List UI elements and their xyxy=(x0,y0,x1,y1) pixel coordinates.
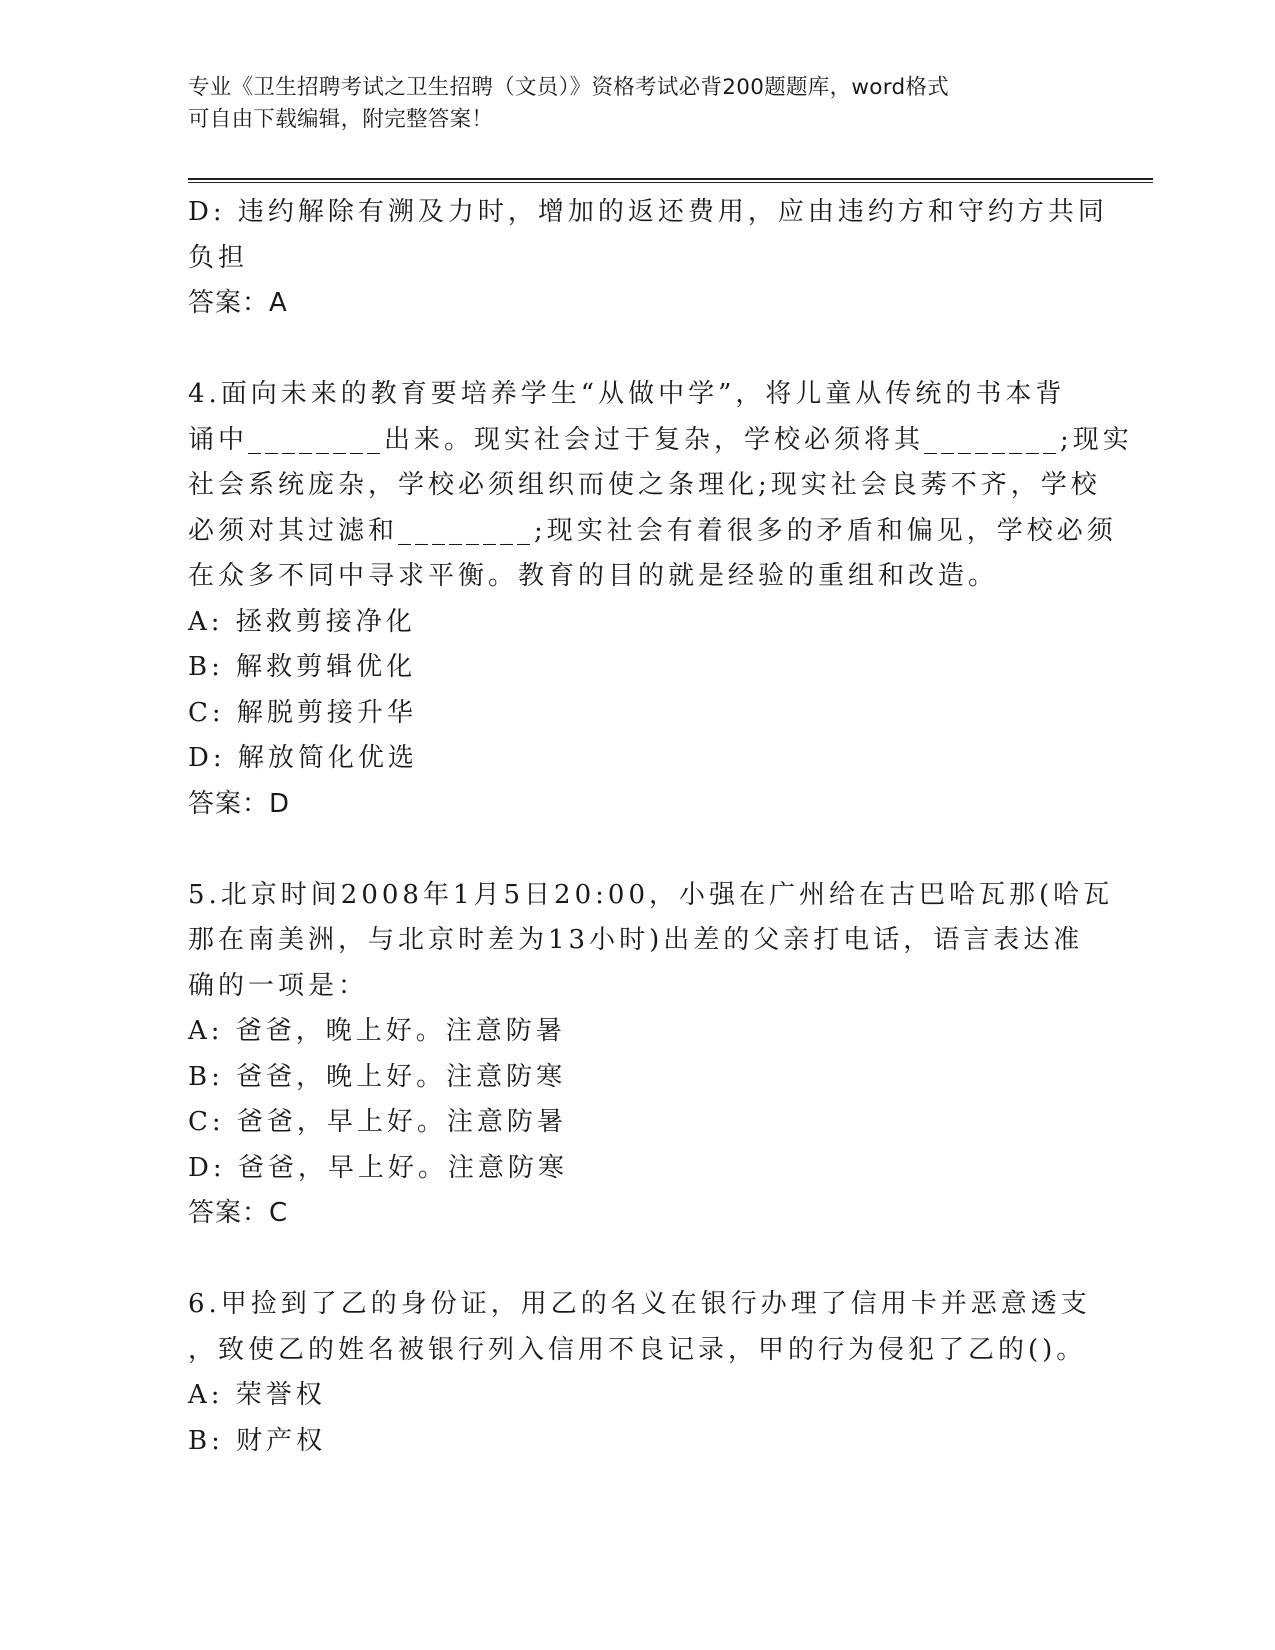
q6-option-a: A: 荣誉权 xyxy=(188,1380,326,1410)
q4-stem-line: 4.面向未来的教育要培养学生“从做中学”，将儿童从传统的书本背 xyxy=(188,379,1066,409)
document-body xyxy=(188,190,1133,1464)
header-rule-thin xyxy=(188,182,1153,183)
header-line-1: 专业《卫生招聘考试之卫生招聘（文员）》资格考试必背200题题库，word格式 xyxy=(188,75,950,100)
header-line-2: 可自由下载编辑，附完整答案！ xyxy=(188,107,494,132)
q5-stem-line: 确的一项是： xyxy=(188,970,369,1001)
q4-stem-line: 诵中________出来。现实社会过于复杂，学校必须将其________;现实 xyxy=(188,424,1133,455)
document-header xyxy=(188,72,1088,136)
q4-stem-line: 在众多不同中寻求平衡。教育的目的就是经验的重组和改造。 xyxy=(188,561,999,591)
q6-stem-line: ，致使乙的姓名被银行列入信用不良记录，甲的行为侵犯了乙的()。 xyxy=(188,1334,1087,1365)
spacer xyxy=(188,1237,1088,1283)
q6-option-b: B: 财产权 xyxy=(188,1425,327,1456)
q4-option-d: D: 解放简化优选 xyxy=(188,743,418,773)
q5-option-a: A: 爸爸，晚上好。注意防暑 xyxy=(188,1016,566,1046)
q6-stem-line: 6.甲捡到了乙的身份证，用乙的名义在银行办理了信用卡并恶意透支 xyxy=(188,1289,1091,1319)
q4-option-c: C: 解脱剪接升华 xyxy=(188,697,417,728)
q4-stem-line: 社会系统庞杂，学校必须组织而使之条理化;现实社会良莠不齐，学校 xyxy=(188,470,1101,500)
q5-option-c: C: 爸爸，早上好。注意防暑 xyxy=(188,1107,567,1137)
q5-stem-line: 那在南美洲，与北京时差为13小时)出差的父亲打电话，语言表达准 xyxy=(188,925,1084,955)
spacer xyxy=(188,327,1088,373)
spacer xyxy=(188,827,1088,873)
q4-stem-line: 必须对其过滤和________;现实社会有着很多的矛盾和偏见，学校必须 xyxy=(188,515,1117,546)
q5-stem-line: 5.北京时间2008年1月5日20:00，小强在广州给在古巴哈瓦那(哈瓦 xyxy=(188,879,1114,910)
q4-option-b: B: 解救剪辑优化 xyxy=(188,652,417,682)
q5-answer: 答案：C xyxy=(188,1198,289,1228)
q3-answer: 答案：A xyxy=(188,288,288,318)
q4-answer: 答案：D xyxy=(188,788,291,819)
header-rule-thick xyxy=(188,178,1153,180)
q5-option-d: D: 爸爸，早上好。注意防寒 xyxy=(188,1152,568,1183)
q4-option-a: A: 拯救剪接净化 xyxy=(188,606,416,637)
q3-option-d-line-2: 负担 xyxy=(188,242,249,273)
q5-option-b: B: 爸爸，晚上好。注意防寒 xyxy=(188,1061,567,1092)
q3-option-d-line-1: D: 违约解除有溯及力时，增加的返还费用，应由违约方和守约方共同 xyxy=(188,197,1108,227)
